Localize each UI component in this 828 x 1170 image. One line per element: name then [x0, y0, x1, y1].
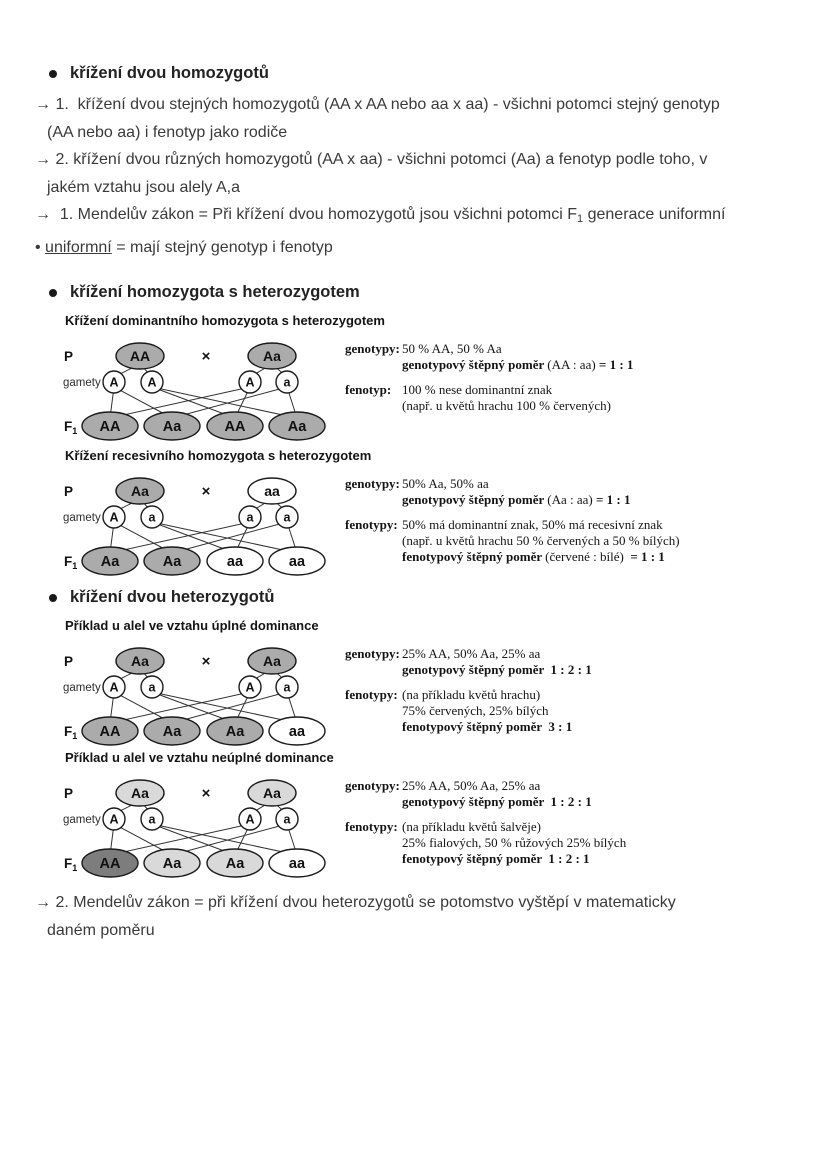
diagram-title: Křížení dominantního homozygota s heterozygotem [65, 313, 385, 328]
text-segment: = mají stejný genotyp i fenotyp [111, 238, 333, 256]
note-line [402, 662, 592, 678]
note-segment: 75% červených, 25% bílých [402, 703, 549, 718]
gametes-row-label: gamety [63, 377, 101, 389]
cross-diagram [62, 644, 344, 748]
text-line [35, 119, 725, 147]
section-heading-row-2 [35, 588, 274, 607]
bullet-icon [49, 594, 57, 602]
offspring-genotype: aa [288, 856, 306, 872]
parent-genotype: Aa [131, 483, 149, 499]
text-segment: uniformní [45, 238, 112, 256]
parent-genotype: Aa [131, 785, 149, 801]
offspring-genotype: Aa [162, 554, 182, 570]
note-segment: genotypový štěpný poměr 1 : 2 : 1 [402, 662, 592, 677]
note-group [345, 819, 626, 867]
offspring-genotype: aa [288, 554, 306, 570]
text-line [35, 917, 676, 945]
note-label: fenotypy: [345, 517, 398, 532]
gamete-allele: a [283, 510, 291, 525]
p-row-label: P [64, 654, 74, 669]
parent-genotype: Aa [263, 348, 281, 364]
note-line [402, 646, 592, 662]
gamete-allele: A [245, 680, 255, 695]
gamete-allele: a [148, 680, 156, 695]
offspring-genotype: aa [288, 724, 306, 740]
note-segment: = 1 : 1 [596, 492, 631, 507]
gametes-row-label: gamety [63, 814, 101, 826]
diagram-notes [345, 476, 680, 574]
offspring-genotype: Aa [225, 724, 245, 740]
note-segment: genotypový štěpný poměr 1 : 2 : 1 [402, 794, 592, 809]
text-line [35, 146, 725, 174]
note-segment: 25% fialových, 50 % růžových 25% bílých [402, 835, 627, 850]
gamete-allele: a [148, 812, 156, 827]
note-lines [402, 341, 633, 373]
text-line [35, 201, 725, 234]
offspring-genotype: AA [224, 419, 246, 435]
diagram-notes [345, 341, 633, 423]
gamete-allele: A [147, 375, 157, 390]
text-line [35, 91, 725, 119]
note-segment: (AA : aa) [547, 357, 599, 372]
note-label: genotypy: [345, 646, 400, 661]
f1-subscript: 1 [72, 863, 78, 873]
note-segment: = 1 : 1 [627, 549, 665, 564]
diagram-title: Příklad u alel ve vztahu neúplné dominance [65, 750, 334, 765]
cross-symbol: × [201, 483, 211, 500]
f1-subscript: 1 [72, 731, 78, 741]
note-label: fenotypy: [345, 819, 398, 834]
gamete-allele: A [109, 812, 119, 827]
diagram-canvas [62, 776, 344, 885]
gamete-allele: A [109, 375, 119, 390]
diagram-title: Příklad u alel ve vztahu úplné dominance [65, 618, 319, 633]
diagram-block-incomplete-dominance [35, 750, 825, 892]
gametes-row-label: gamety [63, 682, 101, 694]
cross-diagram [62, 339, 344, 443]
offspring-genotype: Aa [225, 856, 245, 872]
note-line [402, 819, 626, 835]
note-line [402, 341, 633, 357]
note-group [345, 341, 633, 373]
text-line [35, 234, 725, 262]
diagram-block-complete-dominance [35, 618, 825, 760]
note-line [402, 851, 626, 867]
text-segment: 1 [577, 213, 584, 225]
diagram-title: Křížení recesivního homozygota s heterozygotem [65, 448, 372, 463]
note-group [345, 476, 680, 508]
note-label: genotypy: [345, 778, 400, 793]
p-row-label: P [64, 484, 74, 499]
note-segment: 50 % AA, 50 % Aa [402, 341, 502, 356]
note-segment: fenotypový štěpný poměr [402, 549, 546, 564]
diagram-block-recessive-homozygote [35, 448, 825, 590]
note-line [402, 794, 592, 810]
note-segment: (červené : bílé) [545, 549, 628, 564]
parent-genotype: Aa [263, 653, 281, 669]
text-segment: • [35, 238, 46, 256]
parent-genotype: Aa [263, 785, 281, 801]
gametes-row-label: gamety [63, 512, 101, 524]
note-segment: (na příkladu květů hrachu) [402, 687, 541, 702]
text-segment: → 2. Mendelův zákon = při křížení dvou heterozygotů se potomstvo vyštěpí v matematicky [35, 894, 676, 911]
parent-genotype: Aa [131, 653, 149, 669]
diagram-notes [345, 778, 626, 876]
note-lines [402, 382, 611, 414]
gamete-allele: a [148, 510, 156, 525]
diagram-notes [345, 646, 592, 744]
note-line [402, 492, 631, 508]
text-segment: → 1. křížení dvou stejných homozygotů (AA x AA nebo aa x aa) - všichni potomci stejný genotyp [35, 96, 720, 113]
note-segment: 100 % nese dominantní znak [402, 382, 553, 397]
offspring-genotype: Aa [162, 419, 182, 435]
parent-genotype: AA [129, 348, 151, 364]
f1-subscript: 1 [72, 426, 78, 436]
section-heading-row-1 [35, 283, 360, 302]
offspring-genotype: AA [99, 724, 121, 740]
text-segment: → 1. Mendelův zákon = Při křížení dvou homozygotů jsou všichni potomci F [35, 206, 578, 223]
gamete-allele: A [245, 812, 255, 827]
section-heading-1: křížení homozygota s heterozygotem [70, 283, 360, 301]
note-lines [402, 517, 680, 565]
p-row-label: P [64, 349, 74, 364]
gamete-allele: a [283, 812, 291, 827]
text-segment: → 2. křížení dvou různých homozygotů (AA x aa) - všichni potomci (Aa) a fenotyp podle toho, v [35, 151, 708, 168]
offspring-genotype: AA [99, 419, 121, 435]
note-label: fenotyp: [345, 382, 392, 397]
outro-paragraph [35, 889, 676, 944]
offspring-genotype: Aa [287, 419, 307, 435]
note-line [402, 398, 611, 414]
gamete-allele: a [283, 680, 291, 695]
note-line [402, 549, 680, 565]
section-heading-2: křížení dvou heterozygotů [70, 588, 275, 606]
text-segment: jakém vztahu jsou alely A,a [47, 178, 240, 196]
note-label: genotypy: [345, 341, 400, 356]
offspring-genotype: AA [99, 856, 121, 872]
note-segment: = 1 : 1 [598, 357, 634, 372]
f1-row-label: $F_1$ [64, 724, 78, 741]
gamete-allele: a [246, 510, 254, 525]
note-line [402, 517, 680, 533]
note-segment: fenotypový štěpný poměr 1 : 2 : 1 [402, 851, 590, 866]
note-line [402, 357, 633, 373]
note-segment: (Aa : aa) [547, 492, 597, 507]
note-line [402, 476, 631, 492]
note-group [345, 517, 680, 565]
f1-row-label: $F_1$ [64, 856, 78, 873]
intro-heading-row [35, 64, 269, 83]
f1-row-label: $F_1$ [64, 419, 78, 436]
note-lines [402, 819, 626, 867]
gamete-allele: A [245, 375, 255, 390]
gamete-allele: A [109, 510, 119, 525]
note-line [402, 778, 592, 794]
note-line [402, 382, 611, 398]
note-segment: genotypový štěpný poměr [402, 492, 548, 507]
bullet-icon [49, 70, 57, 78]
gamete-allele: a [283, 375, 291, 390]
note-lines [402, 778, 592, 810]
note-label: genotypy: [345, 476, 400, 491]
note-line [402, 533, 680, 549]
note-lines [402, 476, 631, 508]
intro-paragraph [35, 91, 725, 261]
note-line [402, 835, 626, 851]
note-segment: (na příkladu květů šalvěje) [402, 819, 541, 834]
note-group [345, 778, 626, 810]
cross-diagram [62, 776, 344, 880]
text-segment: (AA nebo aa) i fenotyp jako rodiče [47, 123, 288, 141]
note-line [402, 719, 572, 735]
note-segment: fenotypový štěpný poměr 3 : 1 [402, 719, 573, 734]
diagram-block-dominant-homozygote [35, 313, 825, 455]
text-segment: generace uniformní [583, 206, 726, 223]
note-lines [402, 646, 592, 678]
offspring-genotype: Aa [162, 856, 182, 872]
diagram-canvas [62, 339, 344, 448]
note-segment: 50% má dominantní znak, 50% má recesivní znak [402, 517, 663, 532]
note-group [345, 382, 633, 414]
note-line [402, 687, 572, 703]
cross-diagram [62, 474, 344, 578]
bullet-icon [49, 289, 57, 297]
offspring-genotype: aa [226, 554, 244, 570]
offspring-genotype: Aa [100, 554, 120, 570]
text-line [35, 889, 676, 917]
note-group [345, 687, 592, 735]
note-lines [402, 687, 572, 735]
note-segment: (např. u květů hrachu 50 % červených a 50 % bílých) [402, 533, 680, 548]
diagram-canvas [62, 474, 344, 583]
p-row-label: P [64, 786, 74, 801]
note-label: fenotypy: [345, 687, 398, 702]
text-line [35, 174, 725, 202]
note-segment: (např. u květů hrachu 100 % červených) [402, 398, 611, 413]
gamete-allele: A [109, 680, 119, 695]
f1-subscript: 1 [72, 561, 78, 571]
cross-symbol: × [201, 653, 211, 670]
note-segment: 25% AA, 50% Aa, 25% aa [402, 778, 541, 793]
cross-symbol: × [201, 348, 211, 365]
note-segment: 50% Aa, 50% aa [402, 476, 489, 491]
f1-row-label: $F_1$ [64, 554, 78, 571]
note-group [345, 646, 592, 678]
text-segment: daném poměru [47, 921, 155, 939]
note-segment: genotypový štěpný poměr [402, 357, 548, 372]
parent-genotype: aa [264, 483, 280, 499]
note-line [402, 703, 572, 719]
diagram-canvas [62, 644, 344, 753]
intro-heading: křížení dvou homozygotů [70, 64, 269, 82]
cross-symbol: × [201, 785, 211, 802]
note-segment: 25% AA, 50% Aa, 25% aa [402, 646, 541, 661]
offspring-genotype: Aa [162, 724, 182, 740]
